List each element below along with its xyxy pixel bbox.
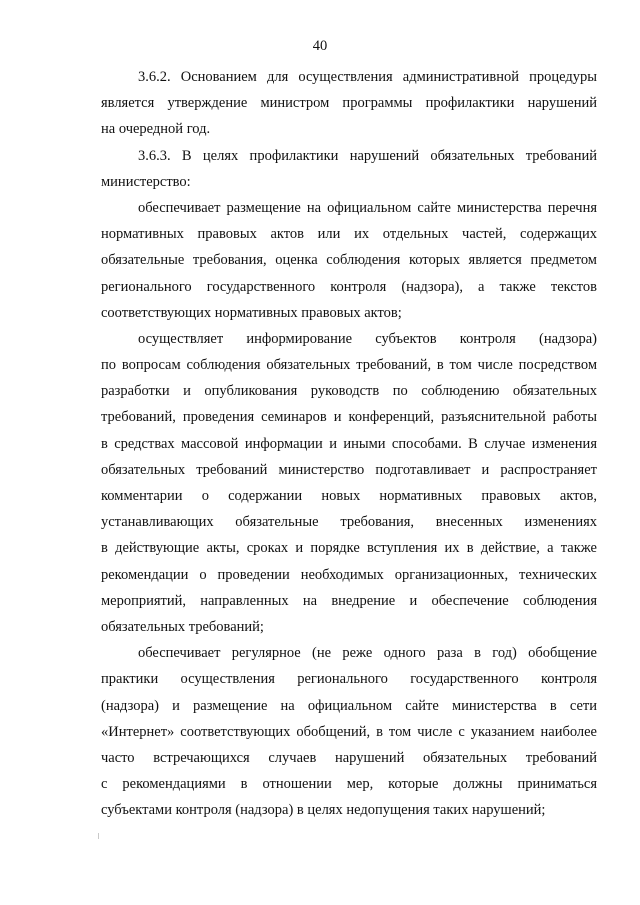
page-number: 40 — [312, 38, 328, 54]
text-line: обязательные требования, оценка соблюдения которых является предметом — [101, 252, 597, 269]
paragraph-informing — [101, 326, 597, 640]
text-line: обеспечивает регулярное (не реже одного раза в год) обобщение — [138, 645, 597, 662]
text-line: 3.6.3. В целях профилактики нарушений обязательных требований — [138, 147, 597, 164]
text-line: в средствах массовой информации и иными способами. В случае изменения — [101, 435, 597, 452]
document-body — [101, 64, 597, 823]
text-line: устанавливающих обязательные требования, внесенных изменениях — [101, 514, 597, 531]
text-line: мероприятий, направленных на внедрение и обеспечение соблюдения — [101, 592, 597, 609]
text-line: рекомендации о проведении необходимых организационных, технических — [101, 566, 597, 583]
text-line: требований, проведения семинаров и конференций, разъяснительной работы — [101, 409, 597, 426]
text-line: с рекомендациями в отношении мер, которые должны приниматься — [101, 776, 597, 793]
text-line: обеспечивает размещение на официальном сайте министерства перечня — [138, 199, 597, 216]
text-line: субъектами контроля (надзора) в целях недопущения таких нарушений; — [101, 802, 546, 819]
text-line: в действующие акты, сроках и порядке вступления их в действие, а также — [101, 540, 597, 557]
text-line: на очередной год. — [101, 121, 211, 138]
text-line: осуществляет информирование субъектов контроля (надзора) — [138, 330, 597, 347]
text-line: обязательных требований; — [101, 618, 264, 635]
text-line: практики осуществления регионального государственного контроля — [101, 671, 597, 688]
text-line: «Интернет» соответствующих обобщений, в том числе с указанием наиболее — [101, 723, 597, 740]
text-line: 3.6.2. Основанием для осуществления административной процедуры — [138, 69, 597, 85]
text-line: нормативных правовых актов или их отдельных частей, содержащих — [101, 226, 597, 243]
text-line: регионального государственного контроля (надзора), а также текстов — [101, 278, 597, 295]
scan-mark — [98, 833, 99, 839]
text-line: комментарии о содержании новых нормативных правовых актов, — [101, 488, 597, 504]
text-line: разработки и опубликования руководств по соблюдению обязательных — [101, 383, 597, 400]
text-line: соответствующих нормативных правовых актов; — [101, 304, 402, 321]
paragraph-3-6-2 — [101, 64, 597, 143]
text-line: министерство: — [101, 173, 191, 190]
paragraph-3-6-3 — [101, 143, 597, 195]
paragraph-generalization — [101, 640, 597, 823]
text-line: (надзора) и размещение на официальном сайте министерства в сети — [101, 697, 597, 714]
paragraph-publish-acts — [101, 195, 597, 326]
text-line: часто встречающихся случаев нарушений обязательных требований — [101, 749, 597, 766]
text-line: обязательных требований министерство подготавливает и распространяет — [101, 461, 597, 478]
text-line: является утверждение министром программы профилактики нарушений — [101, 95, 597, 112]
text-line: по вопросам соблюдения обязательных требований, в том числе посредством — [101, 357, 597, 374]
